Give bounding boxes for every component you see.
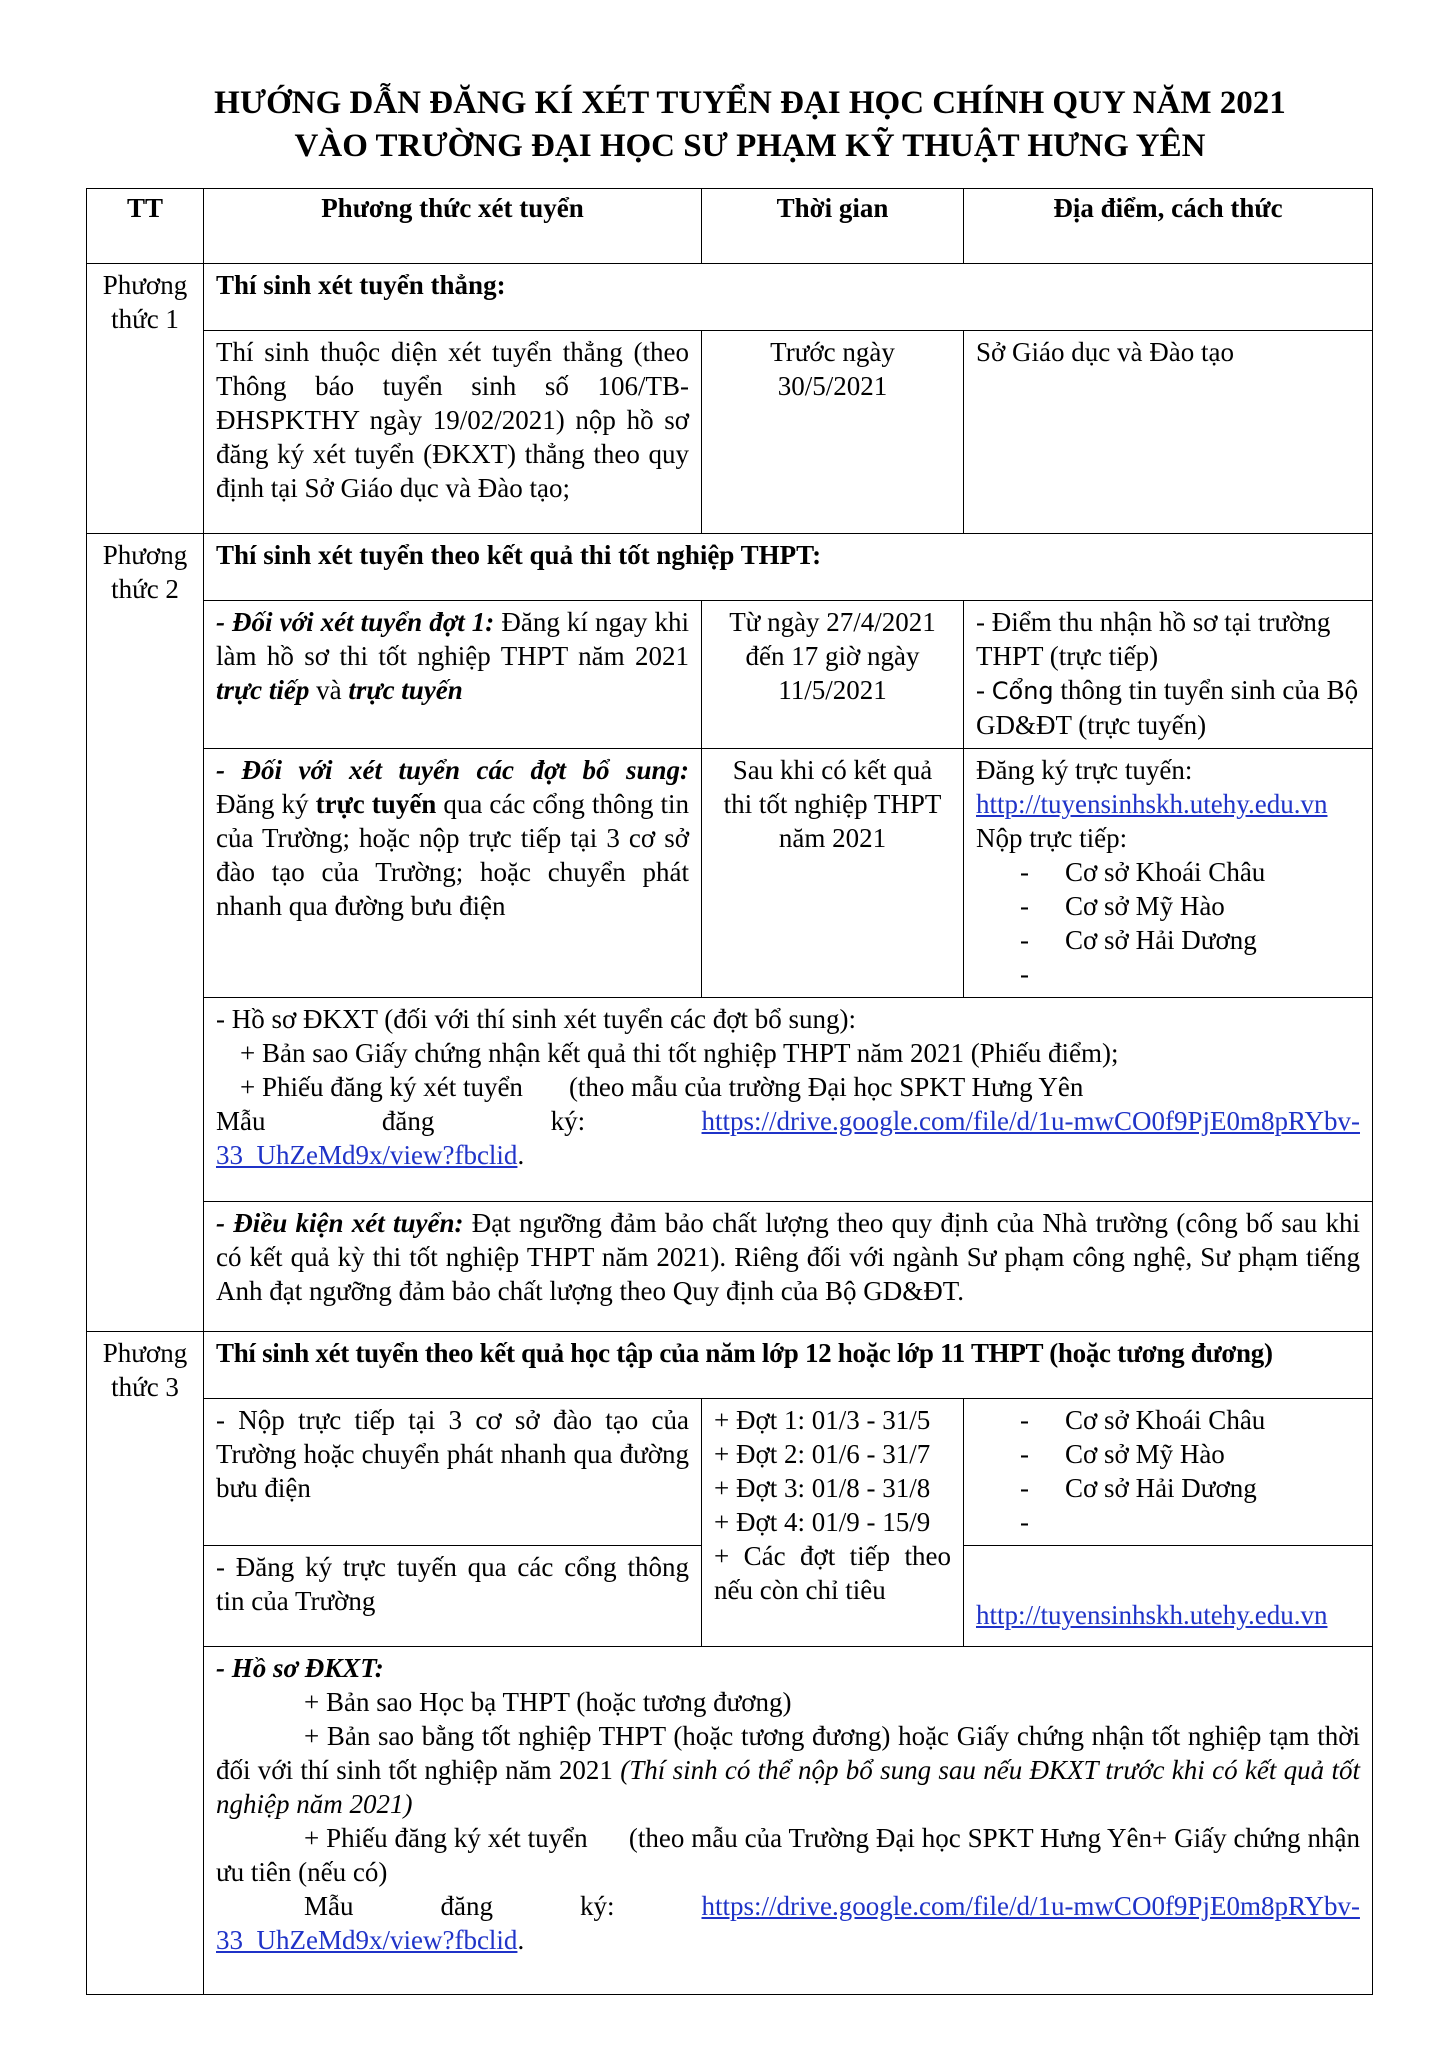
pt2-row-1 — [87, 601, 1373, 749]
site-name: Cơ sở Mỹ Hào — [1065, 1439, 1225, 1469]
pt2-r2-text-a: Đăng ký — [216, 789, 316, 819]
pt2-r1-place-b-cong: Cổng — [991, 677, 1054, 705]
pt1-row — [87, 331, 1373, 534]
pt2-label-b: thức 2 — [111, 574, 179, 604]
pt3-r1-method: - Nộp trực tiếp tại 3 cơ sở đào tạo của Trường hoặc chuyển phát nhanh qua đường bưu điện — [204, 1399, 702, 1546]
pt3-url-link[interactable]: http://tuyensinhskh.utehy.edu.vn — [976, 1600, 1328, 1630]
pt3-docs — [204, 1647, 1373, 1995]
form-word-1: Mẫu — [304, 1891, 354, 1921]
list-item: - Cơ sở Hải Dương — [1020, 1473, 1257, 1503]
pt2-r2-direct-label: Nộp trực tiếp: — [976, 823, 1128, 853]
pt2-docs-line-1: - Hồ sơ ĐKXT (đối với thí sinh xét tuyển các đợt bổ sung): — [216, 1004, 857, 1034]
pt1-label-b: thức 1 — [111, 304, 179, 334]
site-name: Cơ sở Mỹ Hào — [1065, 891, 1225, 921]
pt3-label-a: Phương — [102, 1338, 188, 1368]
pt3-heading: Thí sinh xét tuyển theo kết quả học tập của năm lớp 12 hoặc lớp 11 THPT (hoặc tương đương) — [204, 1332, 1373, 1399]
pt1-place: Sở Giáo dục và Đào tạo — [964, 331, 1373, 534]
pt2-r2-url-link[interactable]: http://tuyensinhskh.utehy.edu.vn — [976, 789, 1328, 819]
pt2-r2-online-label: Đăng ký trực tuyến: — [976, 755, 1193, 785]
list-item: - Cơ sở Mỹ Hào — [1020, 1439, 1225, 1469]
pt2-r2-place — [964, 749, 1373, 998]
pt1-desc: Thí sinh thuộc diện xét tuyển thẳng (theo Thông báo tuyển sinh số 106/TB-ĐHSPKTHY ngày 19/02/2021) nộp hồ sơ đăng ký xét tuyển (ĐKXT) thẳng theo quy định tại Sở Giáo dục và Đào tạo; — [204, 331, 702, 534]
pt2-r1-place-a: - Điểm thu nhận hồ sơ tại trường THPT (trực tiếp) — [976, 607, 1331, 671]
pt2-r2-time-a: Sau khi có kết quả — [732, 755, 933, 785]
pt2-r1-and: và — [309, 675, 349, 705]
list-item: - Cơ sở Khoái Châu — [1020, 857, 1266, 887]
pt2-cond-text: Đạt ngưỡng đảm bảo chất lượng theo quy định của Nhà trường (công bố sau khi có kết quả kỳ thi tốt nghiệp THPT năm 2021). Riêng đối với ngành Sư phạm công nghệ, Sư phạm tiếng Anh đạt ngưỡng đảm bảo chất lượng theo Quy định của Bộ GD&ĐT. — [216, 1208, 1360, 1306]
pt3-form-link[interactable]: https://drive.google.com/file/d/1u-mwCO0f9PjE0m8pRYbv- — [701, 1891, 1360, 1921]
pt2-r2-em: trực tuyến — [315, 789, 437, 819]
header-method: Phương thức xét tuyển — [204, 189, 702, 264]
pt3-form-line — [216, 1889, 1360, 1923]
round-item: + Đợt 4: 01/9 - 15/9 — [714, 1507, 931, 1537]
pt2-heading: Thí sinh xét tuyển theo kết quả thi tốt nghiệp THPT: — [204, 534, 1373, 601]
pt2-r1-time-a: Từ ngày 27/4/2021 — [729, 607, 936, 637]
pt2-row-2 — [87, 749, 1373, 998]
round-item: + Đợt 3: 01/8 - 31/8 — [714, 1473, 931, 1503]
pt3-r2-place — [964, 1546, 1373, 1647]
pt3-docs-line-2-note: (Thí sinh có thể nộp bổ sung sau nếu ĐKXT trước khi có kết quả tốt nghiệp năm 2021) — [216, 1755, 1360, 1819]
pt3-label-b: thức 3 — [111, 1372, 179, 1402]
pt2-r1-place-b — [976, 673, 1360, 742]
form-word-3: ký: — [550, 1106, 586, 1136]
title-line-1: HƯỚNG DẪN ĐĂNG KÍ XÉT TUYỂN ĐẠI HỌC CHÍNH QUY NĂM 2021 — [214, 85, 1286, 121]
title-line-2: VÀO TRƯỜNG ĐẠI HỌC SƯ PHẠM KỸ THUẬT HƯNG YÊN — [294, 128, 1206, 164]
form-word-2: đăng — [440, 1891, 493, 1921]
pt2-r1-lead: - Đối với xét tuyển đợt 1: — [216, 607, 495, 637]
pt2-docs-row — [87, 998, 1373, 1202]
pt2-docs-line-3a: + Phiếu đăng ký xét tuyển — [240, 1072, 523, 1102]
pt3-docs-row — [87, 1647, 1373, 1995]
pt2-r1-place-b-dash: - — [976, 675, 992, 705]
list-item: - Cơ sở Khoái Châu — [1020, 1405, 1266, 1435]
pt2-r1-place — [964, 601, 1373, 749]
pt2-label-a: Phương — [102, 540, 188, 570]
pt1-label-a: Phương — [102, 270, 188, 300]
admission-table — [86, 188, 1373, 1995]
pt2-form-link-cont[interactable]: 33_UhZeMd9x/view?fbclid — [216, 1140, 518, 1170]
form-end: . — [517, 1140, 525, 1170]
pt3-rounds — [702, 1399, 964, 1647]
list-item: - — [1020, 1507, 1029, 1537]
pt3-docs-line-3: + Phiếu đăng ký xét tuyển (theo mẫu của Trường Đại học SPKT Hưng Yên+ Giấy chứng nhận ưu tiên (nếu có) — [216, 1823, 1367, 1887]
pt2-cond-lead: - Điều kiện xét tuyển: — [216, 1208, 464, 1238]
form-word-2: đăng — [381, 1106, 435, 1136]
pt2-r1-place-b-rest: thông tin tuyển sinh của Bộ GD&ĐT (trực tuyến) — [976, 675, 1359, 740]
pt1-time-a: Trước ngày — [770, 337, 895, 367]
pt2-docs-line-3b: (theo mẫu của trường Đại học SPKT Hưng Yên — [568, 1072, 1084, 1102]
pt2-r1-em2: trực tuyến — [348, 675, 463, 705]
pt2-r2-time-b: thi tốt nghiệp THPT — [723, 789, 942, 819]
header-tt: TT — [87, 189, 204, 264]
pt3-r2-method: - Đăng ký trực tuyến qua các cổng thông tin của Trường — [204, 1546, 702, 1647]
pt2-docs-line-3 — [216, 1070, 1360, 1104]
pt2-docs-line-2: + Bản sao Giấy chứng nhận kết quả thi tốt nghiệp THPT năm 2021 (Phiếu điểm); — [240, 1038, 1119, 1068]
pt1-heading-row — [87, 264, 1373, 331]
pt2-r1-em1: trực tiếp — [216, 675, 310, 705]
list-item: - Cơ sở Hải Dương — [1020, 925, 1257, 955]
pt2-r1-time-b: đến 17 giờ ngày — [745, 641, 920, 671]
pt2-r2-lead: - Đối với xét tuyển các đợt bổ sung: — [216, 755, 689, 785]
pt2-r2-method — [204, 749, 702, 998]
pt2-form-line-2 — [216, 1138, 1360, 1172]
pt2-r1-text: Đăng kí ngay khi làm hồ sơ thi tốt nghiệp THPT năm 2021 — [216, 607, 689, 671]
pt1-label — [87, 264, 204, 534]
pt2-r2-time — [702, 749, 964, 998]
pt3-sites — [976, 1403, 1360, 1539]
site-name: Cơ sở Khoái Châu — [1065, 857, 1266, 887]
form-end: . — [517, 1925, 525, 1955]
pt2-r1-time — [702, 601, 964, 749]
round-item: + Các đợt tiếp theo nếu còn chỉ tiêu — [714, 1541, 951, 1605]
list-item: - — [1020, 959, 1029, 989]
list-item: - Cơ sở Mỹ Hào — [1020, 891, 1225, 921]
pt1-heading: Thí sinh xét tuyển thẳng: — [204, 264, 1373, 331]
pt2-r2-time-c: năm 2021 — [778, 823, 887, 853]
pt3-row-1 — [87, 1399, 1373, 1546]
form-word-1: Mẫu — [216, 1106, 266, 1136]
header-time: Thời gian — [702, 189, 964, 264]
header-place: Địa điểm, cách thức — [964, 189, 1373, 264]
pt2-r1-method — [204, 601, 702, 749]
pt2-r2-text-b: qua các cổng thông tin của Trường; hoặc nộp trực tiếp tại 3 cơ sở đào tạo của Trường; hoặc chuyển phát nhanh qua đường bưu điện — [216, 789, 690, 921]
pt2-cond — [204, 1202, 1373, 1332]
document-title — [120, 82, 1380, 168]
site-name: Cơ sở Khoái Châu — [1065, 1405, 1266, 1435]
pt2-form-link[interactable]: https://drive.google.com/file/d/1u-mwCO0f9PjE0m8pRYbv- — [701, 1106, 1360, 1136]
site-name: Cơ sở Hải Dương — [1065, 1473, 1257, 1503]
pt3-form-link-cont[interactable]: 33_UhZeMd9x/view?fbclid — [216, 1925, 518, 1955]
table-header-row — [87, 189, 1373, 264]
pt2-cond-row — [87, 1202, 1373, 1332]
pt3-form-line-2 — [216, 1923, 1360, 1957]
pt2-heading-row — [87, 534, 1373, 601]
pt2-docs — [204, 998, 1373, 1202]
pt3-label — [87, 1332, 204, 1995]
pt3-docs-lead: - Hồ sơ ĐKXT: — [216, 1653, 384, 1683]
pt3-docs-line-2 — [216, 1719, 1360, 1821]
site-name: Cơ sở Hải Dương — [1065, 925, 1257, 955]
round-item: + Đợt 2: 01/6 - 31/7 — [714, 1439, 931, 1469]
pt3-docs-line-2-text: + Bản sao bằng tốt nghiệp THPT (hoặc tương đương) hoặc Giấy chứng nhận tốt nghiệp tạm thời đối với thí sinh tốt nghiệp năm 2021 — [216, 1721, 1360, 1785]
pt1-time — [702, 331, 964, 534]
pt3-docs-line-1: + Bản sao Học bạ THPT (hoặc tương đương) — [304, 1687, 792, 1717]
pt2-label — [87, 534, 204, 1332]
pt1-time-b: 30/5/2021 — [777, 371, 888, 401]
pt2-r2-sites — [976, 855, 1360, 991]
pt2-form-line — [216, 1104, 1360, 1138]
pt2-r1-time-c: 11/5/2021 — [778, 675, 887, 705]
form-word-3: ký: — [579, 1891, 615, 1921]
pt3-heading-row — [87, 1332, 1373, 1399]
round-item: + Đợt 1: 01/3 - 31/5 — [714, 1405, 931, 1435]
pt3-r1-place — [964, 1399, 1373, 1546]
